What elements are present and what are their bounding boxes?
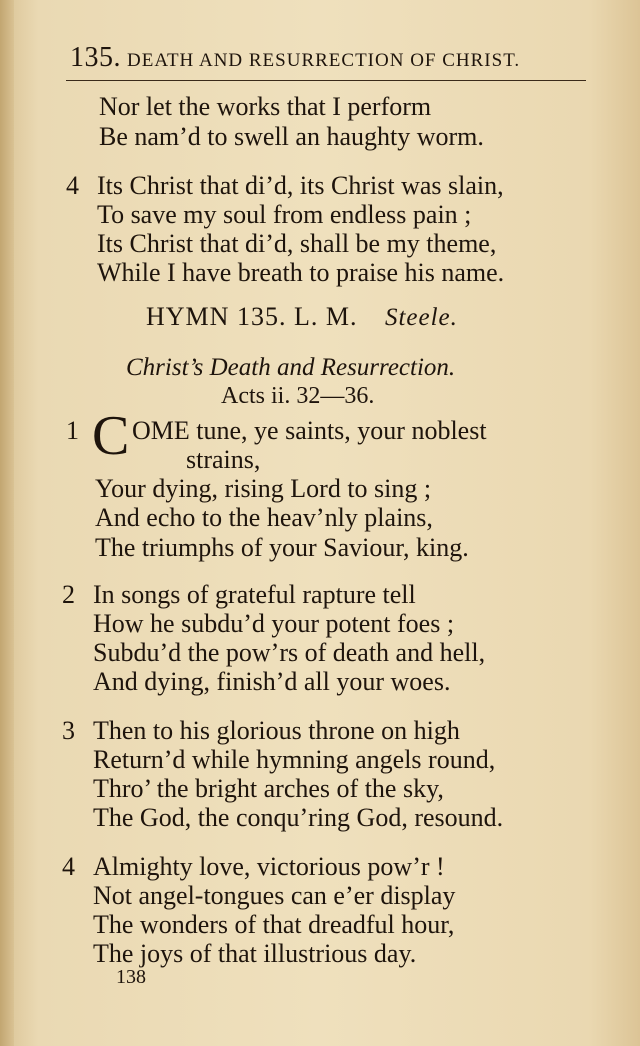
verse-number: 4 bbox=[62, 852, 75, 881]
page-number: 135. bbox=[70, 42, 121, 73]
running-title: DEATH AND RESURRECTION OF CHRIST. bbox=[127, 50, 521, 71]
verse-line: Subdu’d the pow’rs of death and hell, bbox=[93, 638, 486, 667]
verse-number: 3 bbox=[62, 716, 75, 745]
verse-line: Not angel-tongues can e’er display bbox=[93, 881, 456, 910]
verse-line: strains, bbox=[186, 445, 261, 474]
verse-line: While I have breath to praise his name. bbox=[97, 258, 505, 287]
verse-line: The God, the conqu’ring God, resound. bbox=[93, 803, 504, 832]
verse-line: How he subdu’d your potent foes ; bbox=[93, 609, 455, 638]
verse-line: Its Christ that di’d, its Christ was slain, bbox=[97, 171, 504, 200]
verse-line: OME tune, ye saints, your noblest bbox=[132, 416, 487, 445]
verse-line: In songs of grateful rapture tell bbox=[93, 580, 416, 609]
header-rule bbox=[66, 80, 586, 81]
verse-line: The triumphs of your Saviour, king. bbox=[95, 533, 469, 562]
verse-line: The joys of that illustrious day. bbox=[93, 939, 417, 968]
verse-line: Its Christ that di’d, shall be my theme, bbox=[97, 229, 497, 258]
verse-number: 2 bbox=[62, 580, 75, 609]
verse-line: The wonders of that dreadful hour, bbox=[93, 910, 455, 939]
page-gutter bbox=[0, 0, 14, 1046]
continuation-line: Nor let the works that I perform bbox=[99, 92, 432, 121]
drop-cap: C bbox=[92, 405, 130, 467]
verse-number: 1 bbox=[66, 416, 79, 445]
verse-line: Your dying, rising Lord to sing ; bbox=[95, 474, 432, 503]
printer-signature: 138 bbox=[116, 966, 146, 988]
verse-line: Thro’ the bright arches of the sky, bbox=[93, 774, 444, 803]
hymn-subtitle: Christ’s Death and Resurrection. bbox=[126, 354, 456, 381]
verse-line: To save my soul from endless pain ; bbox=[97, 200, 472, 229]
scripture-reference: Acts ii. 32—36. bbox=[221, 383, 375, 409]
verse-line: Then to his glorious throne on high bbox=[93, 716, 460, 745]
continuation-line: Be nam’d to swell an haughty worm. bbox=[99, 122, 484, 151]
running-header bbox=[70, 42, 590, 74]
hymn-number-meter: HYMN 135. L. M. bbox=[146, 302, 358, 331]
verse-line: And echo to the heav’nly plains, bbox=[95, 503, 433, 532]
hymn-author: Steele. bbox=[384, 304, 458, 331]
verse-line: Almighty love, victorious pow’r ! bbox=[93, 852, 445, 881]
verse-line: And dying, finish’d all your woes. bbox=[93, 667, 451, 696]
verse-number: 4 bbox=[66, 171, 79, 200]
verse-line: Return’d while hymning angels round, bbox=[93, 745, 496, 774]
hymn-title bbox=[146, 302, 458, 332]
